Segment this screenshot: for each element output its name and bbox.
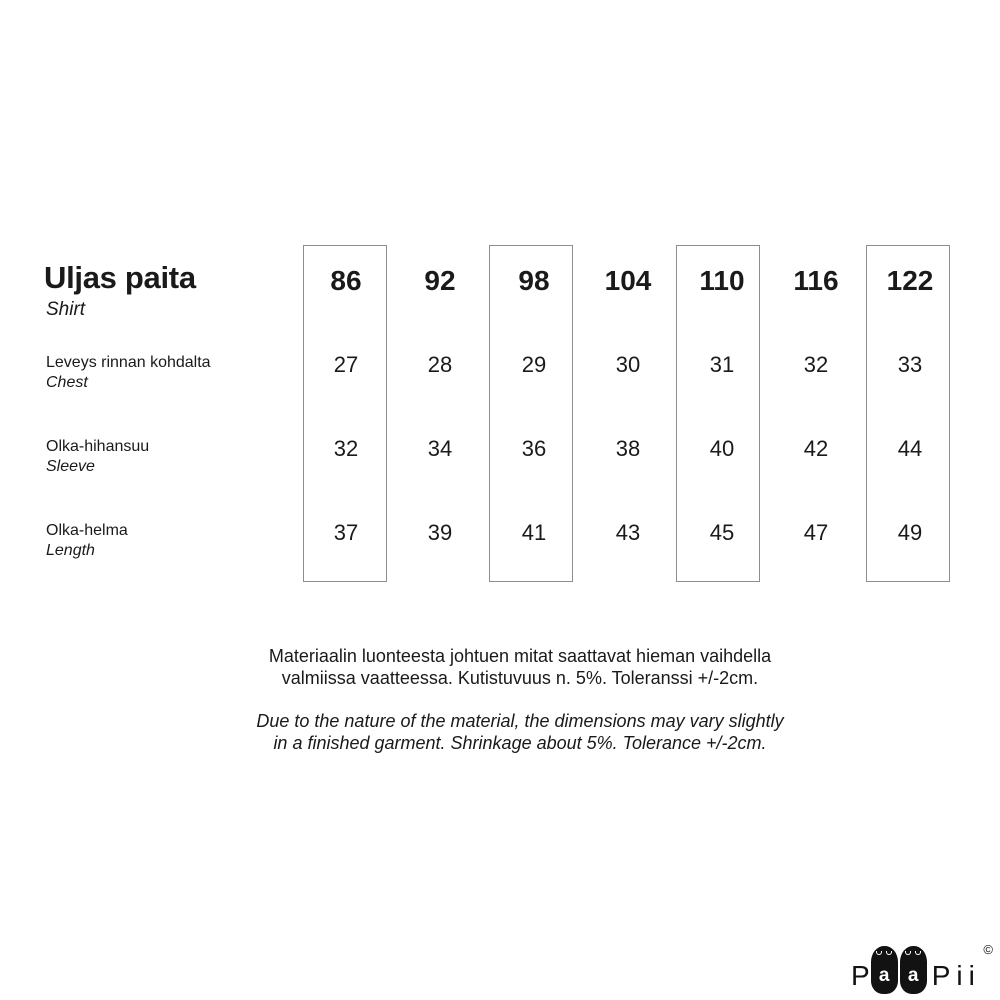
measurement-value: 41 [521, 520, 547, 545]
copyright-symbol: © [983, 942, 993, 957]
measurement-label-fi: Olka-hihansuu [46, 438, 150, 455]
blob-eye-icon [876, 951, 882, 955]
note-fi-line2: valmiissa vaatteessa. Kutistuvuus n. 5%. Toleranssi +/-2cm. [281, 668, 759, 688]
note-fi-line1: Materiaalin luonteesta johtuen mitat saattavat hieman vaihdella [268, 646, 772, 666]
measurement-value: 36 [521, 436, 547, 461]
measurement-value: 32 [803, 352, 829, 377]
size-column-header: 92 [424, 265, 456, 296]
size-column-header: 104 [604, 265, 652, 296]
measurement-value: 43 [615, 520, 641, 545]
measurement-label-en: Sleeve [46, 458, 95, 475]
material-note-english [40, 710, 1000, 754]
measurement-value: 33 [897, 352, 923, 377]
paapii-blob-icon [900, 946, 927, 994]
logo-letter-a: a [907, 965, 919, 986]
table-row-sleeve [299, 436, 957, 462]
measurement-value: 47 [803, 520, 829, 545]
measurement-value: 27 [333, 352, 359, 377]
measurement-value: 44 [897, 436, 923, 461]
measurement-label-chest [46, 353, 296, 393]
size-column-header: 122 [886, 265, 934, 296]
measurement-value: 37 [333, 520, 359, 545]
size-column-header: 116 [793, 265, 839, 296]
table-row-length [299, 520, 957, 546]
table-row-chest [299, 352, 957, 378]
blob-eye-icon [905, 951, 911, 955]
logo-letters-pii: Pii [931, 960, 981, 991]
product-title-en: Shirt [46, 299, 86, 320]
measurement-value: 39 [427, 520, 453, 545]
measurement-value: 42 [803, 436, 829, 461]
measurement-value: 29 [521, 352, 547, 377]
paapii-blob-icon [871, 946, 898, 994]
measurement-value: 40 [709, 436, 735, 461]
measurement-value: 31 [709, 352, 735, 377]
logo-letter-a: a [878, 965, 890, 986]
paapii-logo-row [851, 946, 981, 994]
size-column-header: 98 [518, 265, 550, 296]
size-column-header: 110 [699, 265, 745, 296]
measurement-value: 28 [427, 352, 453, 377]
material-note-finnish [40, 645, 1000, 689]
size-column-header: 86 [330, 265, 362, 296]
measurement-label-en: Length [46, 542, 95, 559]
logo-letter-p: P [851, 960, 870, 991]
measurement-value: 45 [709, 520, 735, 545]
measurement-label-sleeve [46, 437, 296, 477]
paapii-logo [851, 943, 993, 996]
measurement-label-en: Chest [46, 374, 88, 391]
measurement-label-fi: Leveys rinnan kohdalta [46, 354, 211, 371]
note-en-line2: in a finished garment. Shrinkage about 5%. Tolerance +/-2cm. [273, 733, 767, 753]
measurement-label-fi: Olka-helma [46, 522, 128, 539]
note-en-line1: Due to the nature of the material, the dimensions may vary slightly [256, 711, 784, 731]
measurement-label-length [46, 521, 296, 561]
measurement-value: 49 [897, 520, 923, 545]
size-header-row [299, 261, 957, 301]
blob-eye-icon [915, 951, 921, 955]
measurement-value: 30 [615, 352, 641, 377]
product-title-fi: Uljas paita [44, 260, 196, 295]
measurement-value: 38 [615, 436, 641, 461]
measurement-value: 34 [427, 436, 453, 461]
measurement-value: 32 [333, 436, 359, 461]
blob-eye-icon [886, 951, 892, 955]
